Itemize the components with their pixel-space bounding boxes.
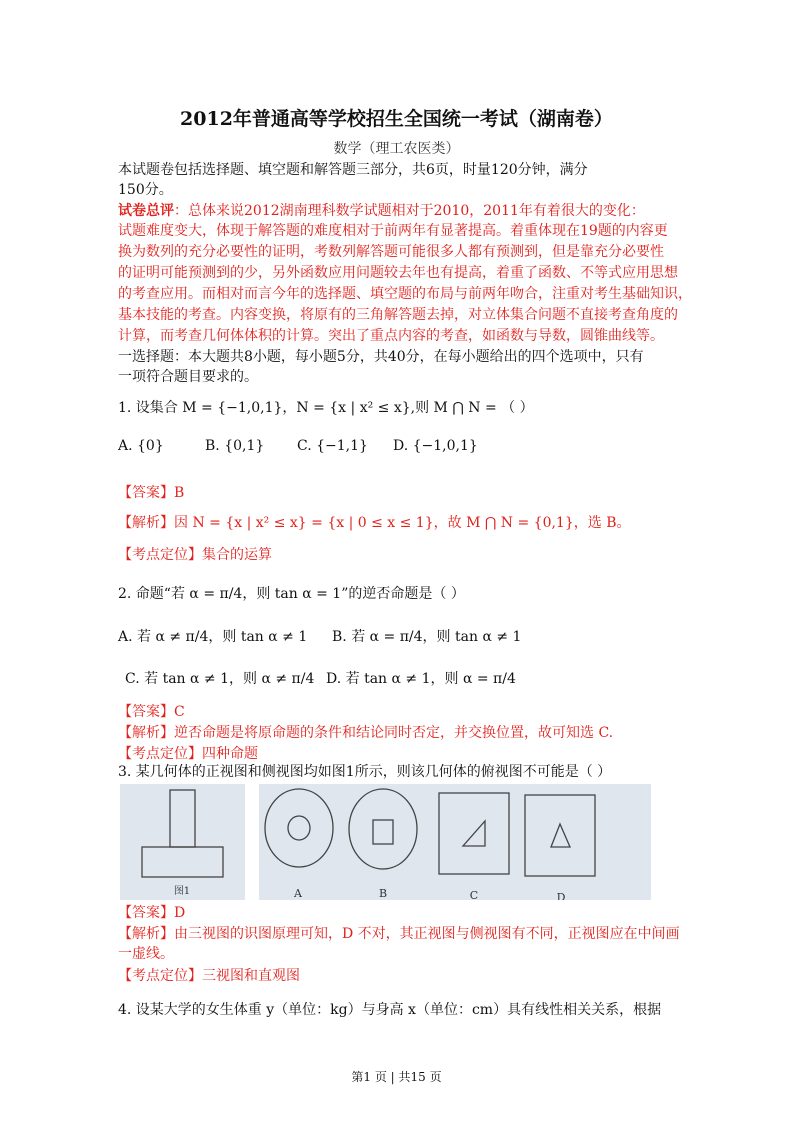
intro-line: 150分。 xyxy=(118,182,173,198)
intro-line: 本试题卷包括选择题、填空题和解答题三部分，共6页，时量120分钟，满分 xyxy=(118,162,588,178)
review-line: 的考查应用。而相对而言今年的选择题、填空题的布局与前两年吻合，注重对考生基础知识， xyxy=(118,286,692,302)
review-line: 计算，而考查几何体体积的计算。突出了重点内容的考查，如函数与导数，圆锥曲线等。 xyxy=(118,328,664,344)
q2-topic: 【考点定位】四种命题 xyxy=(118,746,258,762)
review-line: 的证明可能预测到的少，另外函数应用问题较去年也有提高，着重了函数、不等式应用思想 xyxy=(118,265,678,281)
review-line xyxy=(118,201,645,221)
document-subtitle: 数学（理工农医类） xyxy=(333,141,460,157)
review-line: 换为数列的充分必要性的证明，考数列解答题可能很多人都有预测到，但是靠充分必要性 xyxy=(118,244,664,260)
figure-label-b: B xyxy=(378,887,388,900)
q1-analysis: 【解析】因 N = {x | x² ≤ x} = {x | 0 ≤ x ≤ 1}，故 M ⋂ N = {0,1}，选 B。 xyxy=(118,515,631,531)
q3-analysis: 【解析】由三视图的识图原理可知，D 不对，其正视图与侧视图有不同，正视图应在中间画 xyxy=(118,926,680,942)
review-text: ：总体来说2012湖南理科数学试题相对于2010，2011年有着很大的变化： xyxy=(174,203,645,219)
figure-label-d: D xyxy=(556,891,566,900)
review-line: 试题难度变大，体现于解答题的难度相对于前两年有显著提高。着重体现在19题的内容更 xyxy=(118,223,668,239)
review-label: 试卷总评 xyxy=(118,203,174,219)
figure-label-a: A xyxy=(294,887,302,900)
section-heading: 一项符合题目要求的。 xyxy=(118,369,258,385)
page-footer: 第1 页 | 共15 页 xyxy=(351,1070,442,1084)
figure-1 xyxy=(120,784,245,900)
q2-option-d: D. 若 tan α ≠ 1，则 α = π/4 xyxy=(326,671,516,687)
q1-option-a: A. {0} xyxy=(118,438,164,454)
q4-stem: 4. 设某大学的女生体重 y（单位：kg）与身高 x（单位：cm）具有线性相关关系，根据 xyxy=(118,1002,662,1018)
q2-answer: 【答案】C xyxy=(118,704,185,720)
q1-option-d: D. {−1,0,1} xyxy=(393,438,478,454)
figure-1-label: 图1 xyxy=(173,886,191,897)
q1-option-b: B. {0,1} xyxy=(205,438,265,454)
q2-option-a: A. 若 α ≠ π/4，则 tan α ≠ 1 xyxy=(118,629,308,645)
q2-option-c: C. 若 tan α ≠ 1，则 α ≠ π/4 xyxy=(125,671,315,687)
q3-stem: 3. 某几何体的正视图和侧视图均如图1所示，则该几何体的俯视图不可能是（ ） xyxy=(118,764,612,780)
q3-analysis: 一虚线。 xyxy=(118,946,174,962)
figure-label-c: C xyxy=(469,889,479,900)
q3-topic: 【考点定位】三视图和直观图 xyxy=(118,968,300,984)
q1-topic: 【考点定位】集合的运算 xyxy=(118,547,272,563)
q1-answer: 【答案】B xyxy=(118,485,185,501)
q2-option-b: B. 若 α = π/4，则 tan α ≠ 1 xyxy=(332,629,522,645)
q2-stem: 2. 命题“若 α = π/4，则 tan α = 1”的逆否命题是（ ） xyxy=(118,586,465,602)
review-line: 基本技能的考查。内容变换，将原有的三角解答题去掉，对立体集合问题不直接考查角度的 xyxy=(118,307,678,323)
q1-stem: 1. 设集合 M = {−1,0,1}，N = {x | x² ≤ x},则 M ⋂ N = （ ） xyxy=(118,400,534,416)
q3-answer: 【答案】D xyxy=(118,905,186,921)
section-heading: 一选择题：本大题共8小题，每小题5分，共40分，在每小题给出的四个选项中，只有 xyxy=(118,349,644,365)
q2-analysis: 【解析】逆否命题是将原命题的条件和结论同时否定，并交换位置，故可知选 C. xyxy=(118,725,614,741)
document-title: 2012年普通高等学校招生全国统一考试（湖南卷） xyxy=(180,108,613,130)
figure-options xyxy=(259,784,651,900)
q1-option-c: C. {−1,1} xyxy=(297,438,368,454)
